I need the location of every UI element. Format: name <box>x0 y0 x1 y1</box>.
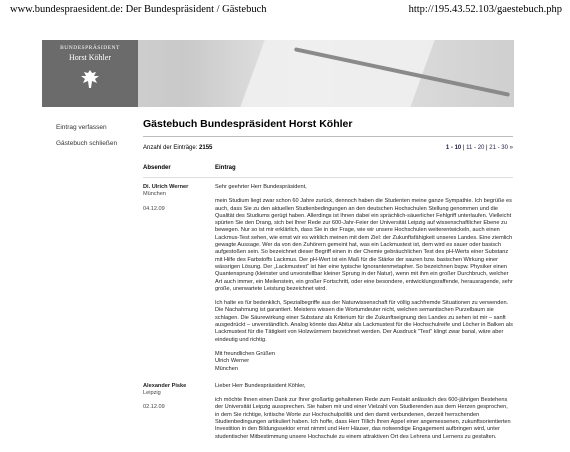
entry-signature-name: Ulrich Werner <box>215 358 250 365</box>
guestbook-main <box>143 118 513 448</box>
brand-title: BUNDESPRÄSIDENT <box>60 45 120 51</box>
entry-sender <box>143 184 211 213</box>
page-link-3[interactable]: 21 - 30 <box>489 145 508 151</box>
brand-logo[interactable] <box>42 40 138 107</box>
pagination: 1 - 10 | 11 - 20 | 21 - 30 » <box>445 145 513 151</box>
entry-count-label: Anzahl der Einträge: <box>143 145 198 151</box>
nav-close-guestbook[interactable]: Gästebuch schließen <box>56 140 118 147</box>
entry-paragraph: ich möchte Ihnen einen Dank zur Ihrer großartig gehaltenen Rede zum Festakt anlässlich des 600-jährigen Bestehens der Universität Leipzig aussprechen. Sie haben mir und einer Vielzahl von Studierenden aus dem Herzen gesprochen, in dem Sie richtige, kritische Worte zur Hochschulpolitik und den damit verbundenen, derzeit herrschenden Studienbedingungen artikuliert haben. Ich hoffe, dass Herr Tillich Ihren Appel einer angemessenen, zukunftsorientierten Investition in den Bildungssektor ernst nimmt und Herr Häuser, das notwendige Engagement aufbringen wird, unter studentischer Mitbestimmung unsere Hochschule zu einem attraktiven Ort des Lehrens und Lernens zu gestalten. <box>215 397 511 440</box>
sidebar-nav <box>56 124 117 156</box>
entry-text <box>215 184 513 373</box>
entry-paragraph: Ich halte es für bedenklich, Spezialbegriffe aus der Naturwissenschaft für völlig sachfremde Situationen zu verwenden. Die Nachahmung ist garantiert. Meistens wissen die Wortumdeuter nicht, welchen semantischen Purzelbaum sie schlagen. Die Säurewirkung einer Substanz als Kriterium für die Zukunftseignung des Landes zu sehen ist mir – sanft ausgedrückt – unverständlich. Analog könnte das Abitur als Lackmustest für die Hochschulreife und Löcher in Balken als Lackmustest für die Tätigkeit von Holzwürmern bezeichnet werden. Der Ausdruck "Test" klingt zwar banal, wäre aber eindeutig und richtig. <box>215 300 513 343</box>
entry-greeting: Sehr geehrter Herr Bundespräsident, <box>215 184 307 190</box>
header-banner <box>42 40 514 107</box>
nav-write-entry[interactable]: Eintrag verfassen <box>56 124 107 131</box>
page-link-1[interactable]: 1 - 10 <box>445 145 462 151</box>
sender-location: München <box>143 191 167 198</box>
entry-count-value: 2155 <box>199 145 213 151</box>
entry-date: 02.12.09 <box>143 404 165 411</box>
sender-name: Di. Ulrich Werner <box>143 184 189 190</box>
entry-sender <box>143 383 211 412</box>
brand-name: Horst Köhler <box>69 53 111 62</box>
print-header-url: http://195.43.52.103/gaestebuch.php <box>408 4 562 15</box>
entry-closing: Mit freundlichen Grüßen <box>215 350 276 357</box>
page-title: Gästebuch Bundespräsident Horst Köhler <box>143 118 353 130</box>
column-headers <box>143 165 513 175</box>
entry-greeting: Lieber Herr Bundespräsident Köhler, <box>215 382 306 389</box>
divider <box>143 136 513 137</box>
eagle-icon <box>80 68 100 90</box>
entry-paragraph: mein Studium liegt zwar schon 60 Jahre zurück, dennoch haben die Studenten meine ganze Sympathie. Ich begrüße es auch, dass Sie zu den aktuellen Studienbedingungen an den deutschen Hochschulen Stellung genommen und die Qualität des Studiums gerügt haben. Allerdings ist Ihnen dabei ein sprächlich-säuerlicher Fehlgriff unterlaufen. Vielleicht spürten Sie den Drang, sich bei Ihrer Rede zur 600-Jahr-Feier der Universität Leipzig auf wissenschaftlicher Ebene zu bewegen. Nur so ist mir erklärlich, dass Sie in der Frage, wie wir unsere Hochschulen weiterentwickeln, auch einen Lackmus-Test sehen, wie ernst wir es wirklich meinen mit dem Ziel: der Zukunftsfähigkeit unseres Landes. Eine ziemlich gewagte Aussage. Wer da von den Zuhörern gemeint hat, was ein Lackmustest ist, dem wird es sauer oder basisch aufgestoßen sein. So bezeichnet dieser Begriff einen in der Chemie gebräuchlichen Test des pH-Werts einer Substanz mit Hilfe des Farbstoffs Lackmus. Der pH-Wert ist ein Maß für die Stärke der sauren bzw. basischen Wirkung einer wässrigen Lösung. Der „Lackmustest“ ist hier eine typische Ignorantenmetapher. So bezeichnen bspw. Physiker einen Quantensprung (kleinster und unvorstellbar kleiner Sprung in der Natur), wenn mit ihm ein großer Durchbruch, welcher Art auch immer, ein Meilenstein, ein großer Fortschritt, oder eine besondere, entwicklungsraffende, herausragende, sehr große, unerwartete Leistung bezeichnet wird. <box>215 198 513 292</box>
col-sender-header: Absender <box>143 165 171 171</box>
guestbook-entry <box>143 383 513 441</box>
col-entry-header: Eintrag <box>215 165 236 171</box>
print-header <box>0 0 570 20</box>
entry-text <box>215 383 513 441</box>
print-header-title: www.bundespraesident.de: Der Bundespräsident / Gästebuch <box>10 4 267 15</box>
sender-location: Leipzig <box>143 390 161 397</box>
entry-date: 04.12.09 <box>143 205 165 212</box>
header-divider <box>143 177 513 178</box>
page-link-2[interactable]: 11 - 20 <box>466 145 485 151</box>
page-next-link[interactable]: » <box>509 145 513 151</box>
entry-count-row <box>143 145 513 155</box>
entry-signature-city: München <box>215 365 239 372</box>
guestbook-entry <box>143 184 513 373</box>
sender-name: Alexander Piske <box>143 382 187 389</box>
